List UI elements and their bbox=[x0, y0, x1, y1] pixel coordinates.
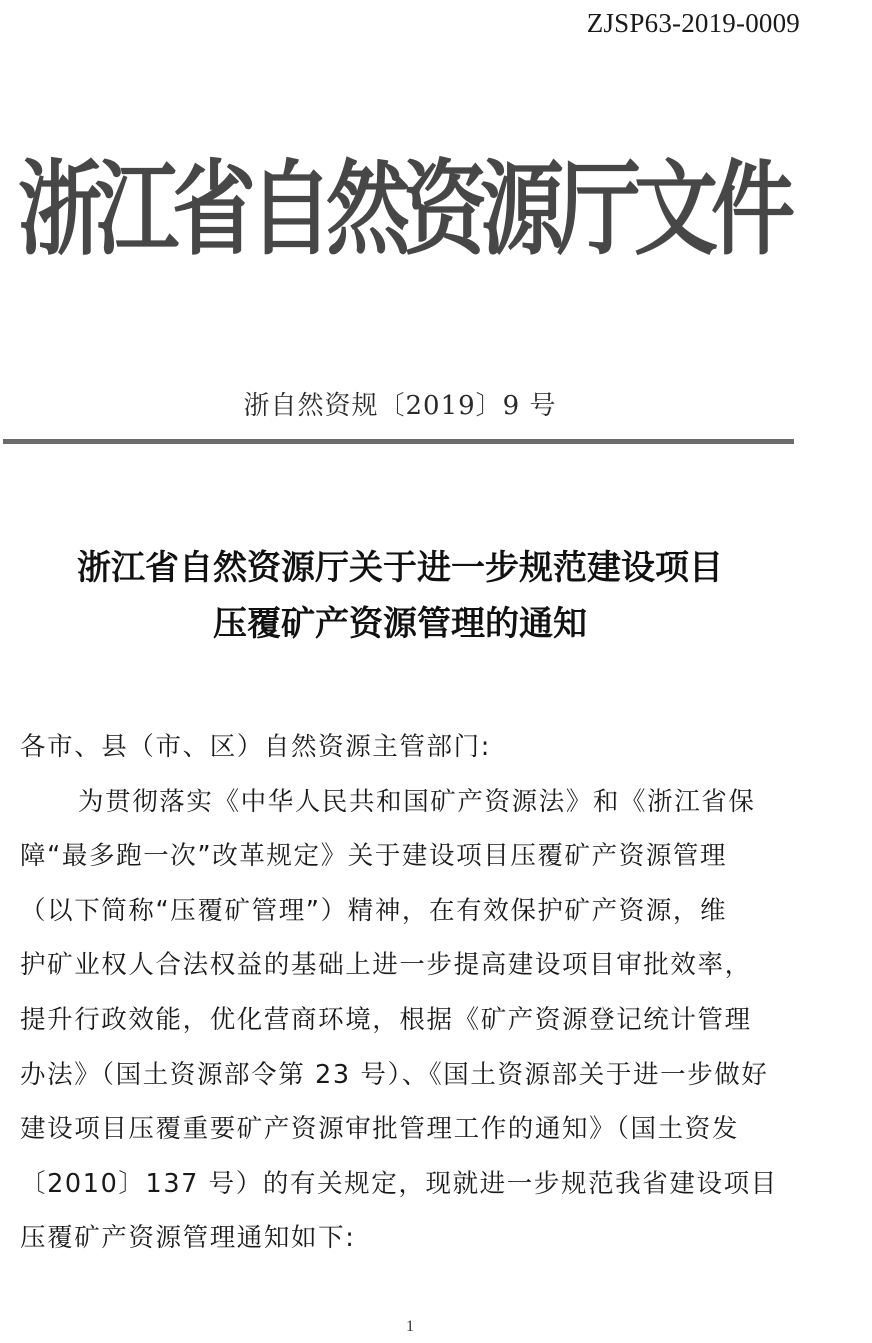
paragraph-line: 障“最多跑一次”改革规定》关于建设项目压覆矿产资源管理 bbox=[20, 841, 728, 872]
paragraph-line: 为贯彻落实《中华人民共和国矿产资源法》和《浙江省保 bbox=[78, 786, 756, 817]
document-title-line-2: 压覆矿产资源管理的通知 bbox=[213, 604, 587, 644]
issuer-title-char: 省 bbox=[172, 149, 259, 269]
document-number: 浙自然资规〔2019〕9 号 bbox=[243, 391, 557, 421]
paragraph-line: 建设项目压覆重要矿产资源审批管理工作的通知》（国土资发 bbox=[20, 1114, 739, 1145]
document-body bbox=[20, 720, 810, 1266]
issuer-title-char: 件 bbox=[711, 149, 798, 269]
document-title-line-1: 浙江省自然资源厅关于进一步规范建设项目 bbox=[77, 548, 723, 588]
issuer-title-char: 然 bbox=[326, 149, 413, 269]
issuer-title-char: 厅 bbox=[557, 149, 644, 269]
header-separator-line bbox=[3, 439, 794, 444]
issuer-title-char: 自 bbox=[249, 149, 336, 269]
issuer-title-char: 江 bbox=[95, 149, 182, 269]
page-number: 1 bbox=[406, 1318, 414, 1335]
paragraph-line: 〔2010〕137 号）的有关规定，现就进一步规范我省建设项目 bbox=[20, 1168, 778, 1199]
salutation: 各市、县（市、区）自然资源主管部门: bbox=[20, 732, 491, 762]
issuer-title-char: 浙 bbox=[18, 149, 105, 269]
paragraph-line: 办法》（国土资源部令第 23 号）、《国土资源部关于进一步做好 bbox=[20, 1059, 769, 1090]
paragraph-line: 护矿业权人合法权益的基础上进一步提高建设项目审批效率， bbox=[20, 950, 752, 981]
issuer-title-char: 资 bbox=[403, 149, 490, 269]
issuer-title-char: 文 bbox=[634, 149, 721, 269]
paragraph-line: 压覆矿产资源管理通知如下: bbox=[20, 1223, 356, 1254]
issuer-title-char: 源 bbox=[480, 149, 567, 269]
document-code: ZJSP63-2019-0009 bbox=[586, 8, 800, 38]
paragraph-line: （以下简称“压覆矿管理”）精神，在有效保护矿产资源，维 bbox=[20, 895, 728, 926]
paragraph-line: 提升行政效能，优化营商环境，根据《矿产资源登记统计管理 bbox=[20, 1004, 752, 1035]
issuer-title bbox=[18, 148, 808, 270]
document-title bbox=[0, 540, 800, 652]
